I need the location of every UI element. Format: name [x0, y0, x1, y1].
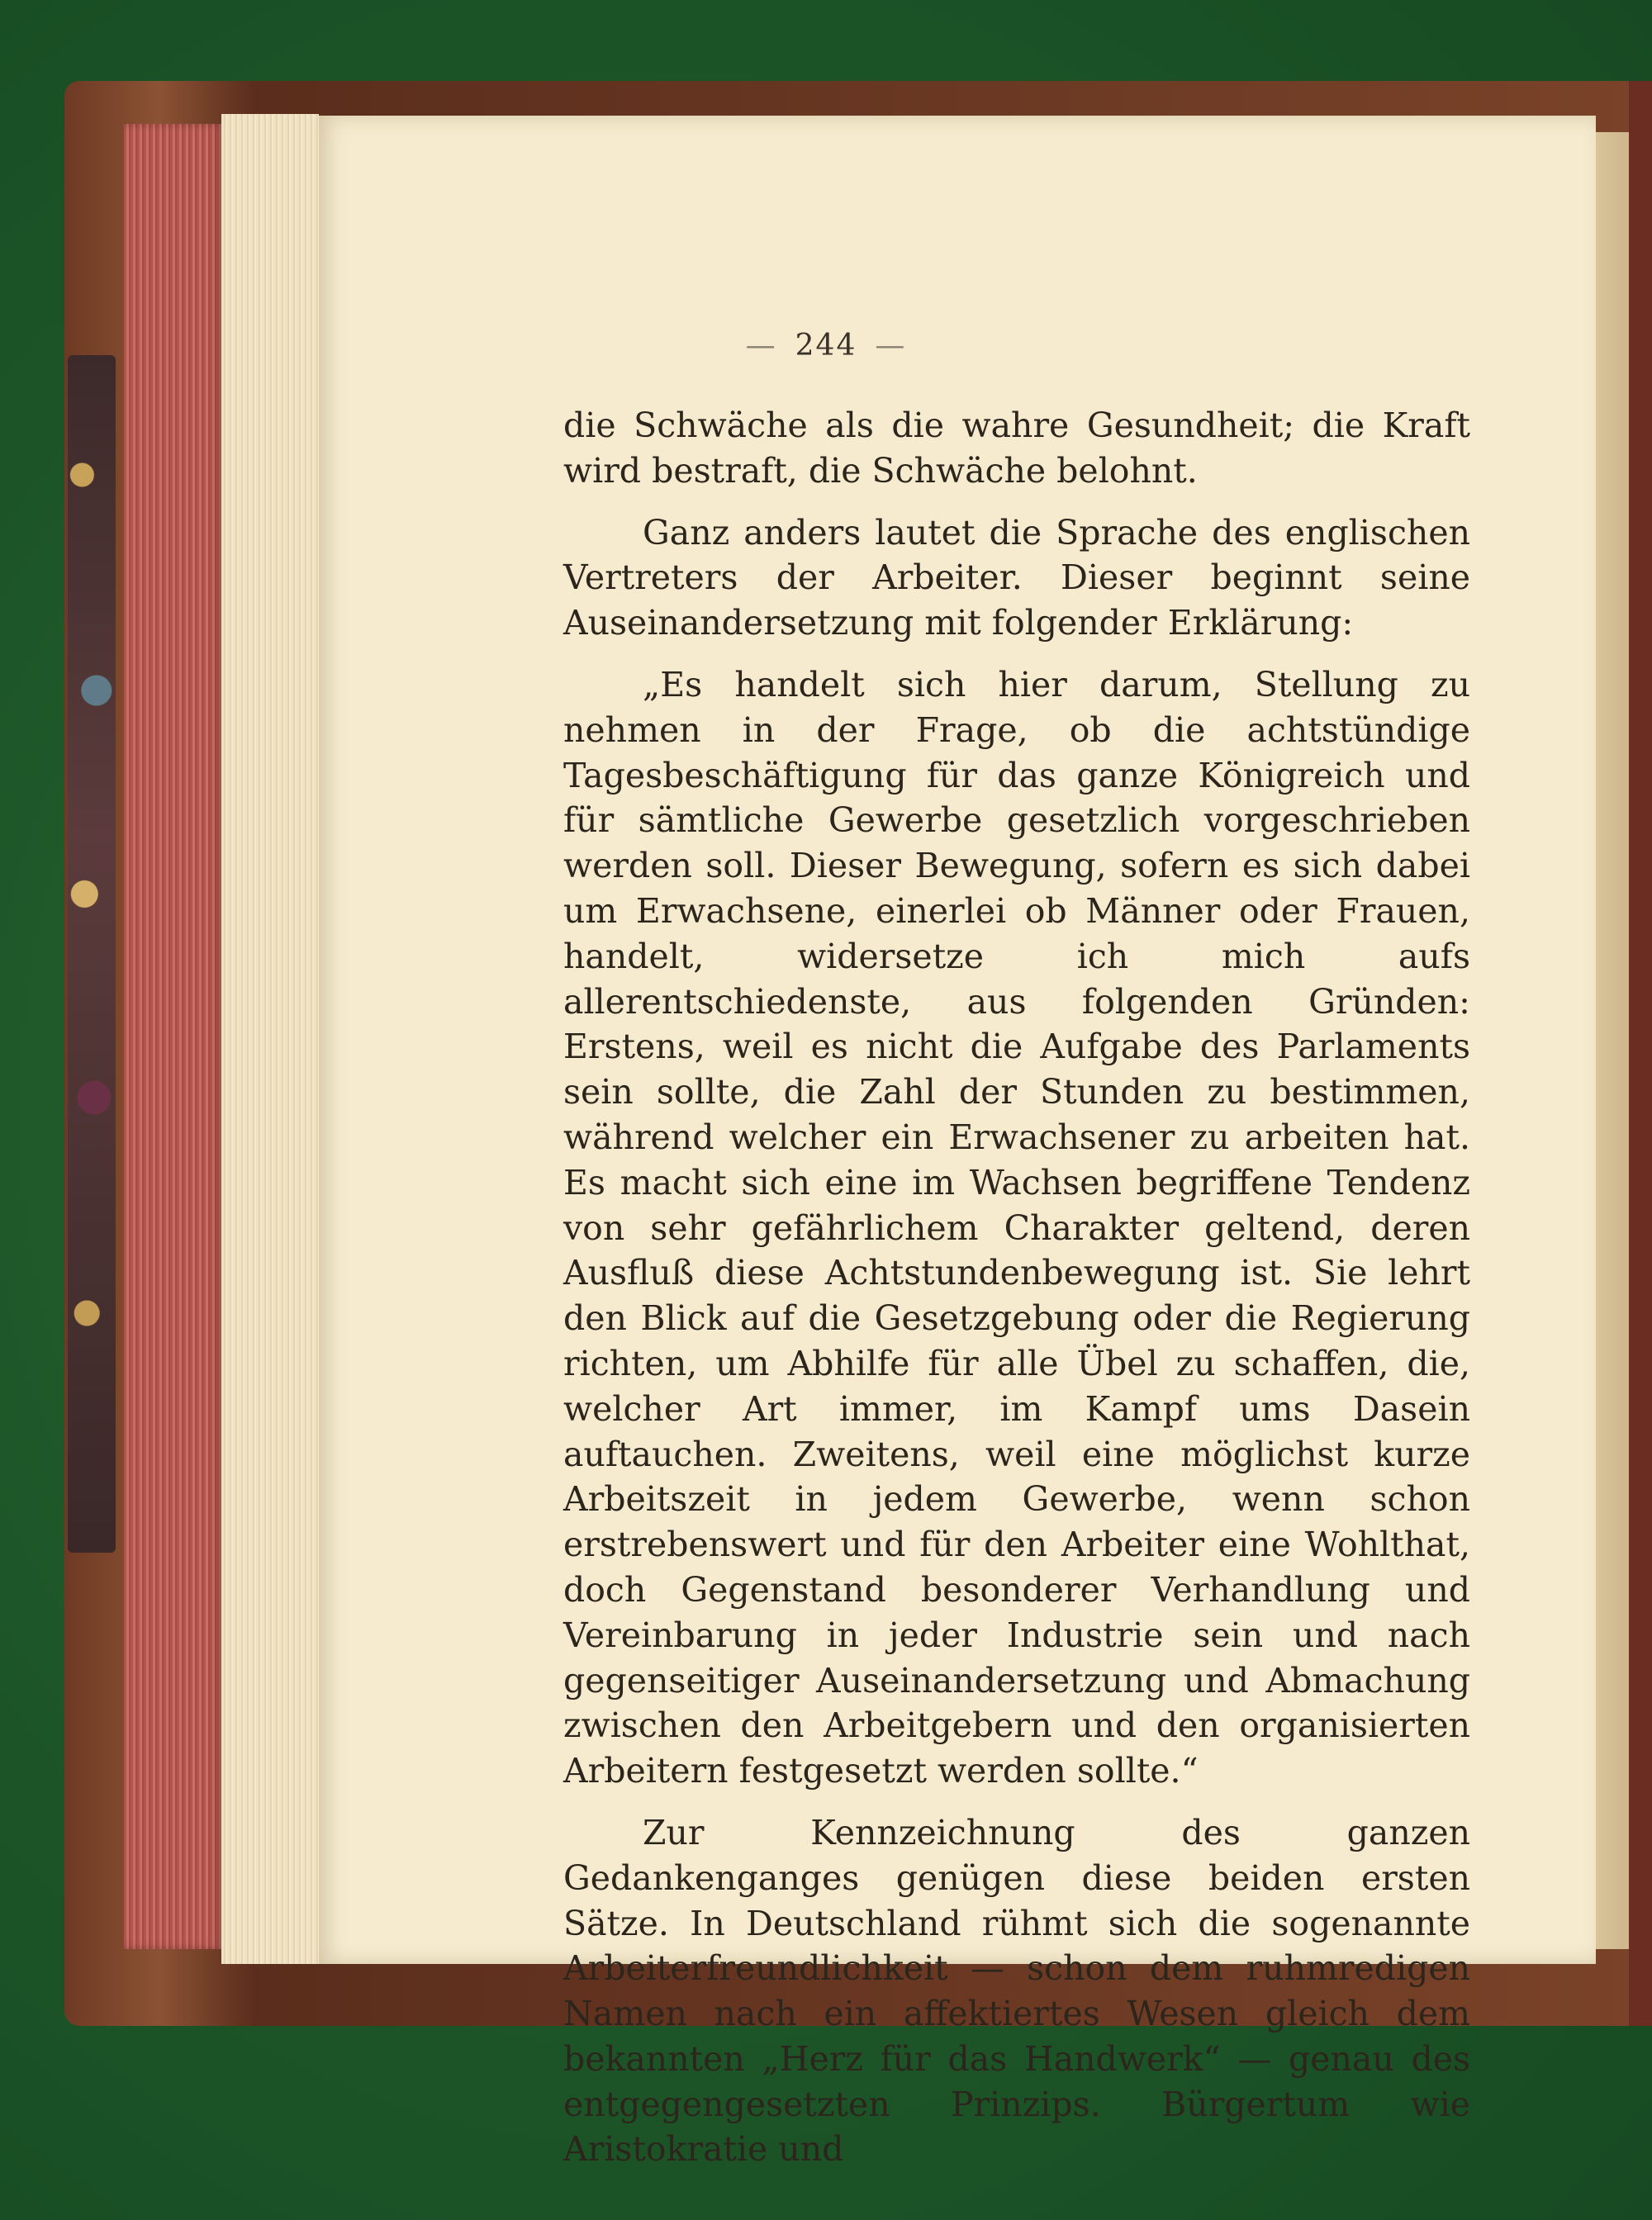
page-number-dash-right: — — [875, 329, 907, 363]
paragraph-2: Ganz anders lautet die Sprache des englischen Vertreters der Arbeiter. Dieser beginnt seine Auseinandersetzung mit folgender Erklärung: — [563, 512, 1470, 643]
body-text — [563, 403, 1470, 2172]
paragraph-1: die Schwäche als die wahre Gesundheit; die Kraft wird bestraft, die Schwäche belohnt. — [563, 406, 1470, 491]
marbled-endpaper — [68, 355, 116, 1553]
page-number: 244 — [795, 329, 857, 363]
gutter-edge — [1596, 132, 1629, 1949]
page-number-line — [0, 329, 1652, 363]
paragraph-4: Zur Kennzeichnung des ganzen Gedankenganges genügen diese beiden ersten Sätze. In Deutschland rühmt sich die sogenannte Arbeiterfreundlichkeit — schon dem ruhmredigen Namen nach ein affektiertes Wesen gleich dem bekannten „Herz für das Handwerk“ — genau des entgegengesetzten Prinzips. Bürgertum wie Aristokratie und — [563, 1812, 1470, 2170]
paragraph-3-quotation: „Es handelt sich hier darum, Stellung zu nehmen in der Frage, ob die achtstündige Tagesbeschäftigung für das ganze Königreich und für sämtliche Gewerbe gesetzlich vorgeschrieben werden soll. Dieser Bewegung, sofern es sich dabei um Erwachsene, einerlei ob Männer oder Frauen, handelt, widersetze ich mich aufs allerentschiedenste, aus folgenden Gründen: Erstens, weil es nicht die Aufgabe des Parlaments sein sollte, die Zahl der Stunden zu bestimmen, während welcher ein Erwachsener zu arbeiten hat. Es macht sich eine im Wachsen begriffene Tendenz von sehr gefährlichem Charakter geltend, deren Ausfluß diese Achtstundenbewegung ist. Sie lehrt den Blick auf die Gesetzgebung oder die Regierung richten, um Abhilfe für alle Übel zu schaffen, die, welcher Art immer, im Kampf ums Dasein auftauchen. Zweitens, weil eine möglichst kurze Arbeitszeit in jedem Gewerbe, wenn schon erstrebenswert und für den Arbeiter eine Wohlthat, doch Gegenstand besonderer Verhandlung und Vereinbarung in jeder Industrie sein und nach gegenseitiger Auseinandersetzung und Abmachung zwischen den Arbeitgebern und den organisierten Arbeitern festgesetzt werden sollte.“ — [563, 664, 1470, 1791]
book-spine — [1629, 81, 1652, 2026]
page-number-dash-left: — — [745, 329, 777, 363]
page-edges-left — [124, 124, 223, 1949]
page-stack — [221, 114, 319, 1964]
